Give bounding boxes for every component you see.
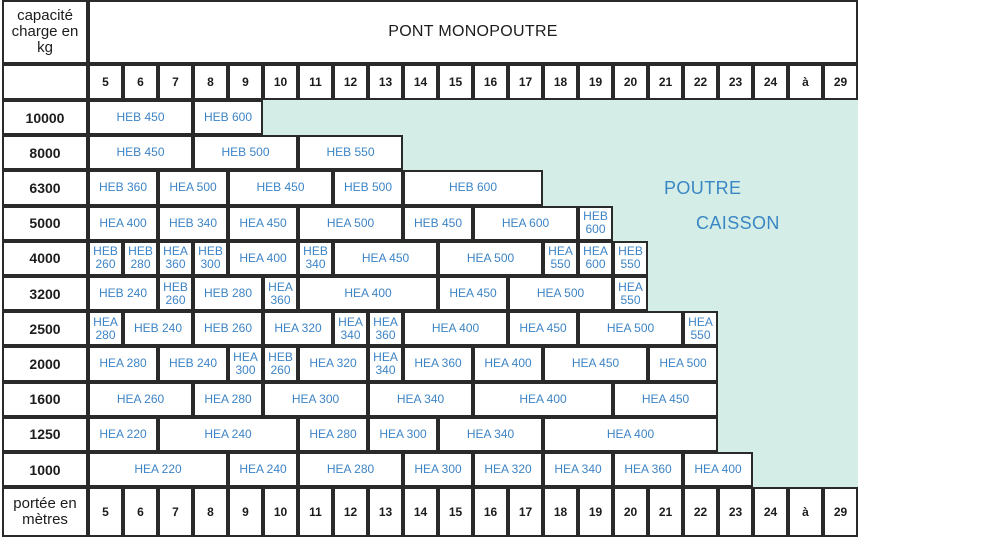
profile-cell-1000-hea-300: HEA 300: [403, 452, 473, 487]
load-4000: 4000: [2, 241, 88, 276]
profile-cell-2000-hea-360: HEA 360: [403, 346, 473, 381]
profile-cell-2000-hea-340: HEA 340: [368, 346, 403, 381]
profile-cell-10000-heb-450: HEB 450: [88, 100, 193, 135]
profile-cell-2500-hea-320: HEA 320: [263, 311, 333, 346]
profile-cell-1600-hea-260: HEA 260: [88, 382, 193, 417]
span-header-13: 13: [368, 64, 403, 100]
span-header-9: 9: [228, 64, 263, 100]
span-footer-15: 15: [438, 487, 473, 537]
profile-cell-4000-hea-550: HEA 550: [543, 241, 578, 276]
span-header-15: 15: [438, 64, 473, 100]
profile-cell-6300-heb-500: HEB 500: [333, 170, 403, 205]
profile-cell-1250-hea-400: HEA 400: [543, 417, 718, 452]
span-footer-24: 24: [753, 487, 788, 537]
profile-cell-4000-hea-400: HEA 400: [228, 241, 298, 276]
span-header-6: 6: [123, 64, 158, 100]
profile-cell-2000-hea-280: HEA 280: [88, 346, 158, 381]
profile-cell-1000-hea-340: HEA 340: [543, 452, 613, 487]
blank-header-cell: [2, 64, 88, 100]
profile-cell-5000-heb-450: HEB 450: [403, 206, 473, 241]
span-header-8: 8: [193, 64, 228, 100]
profile-cell-5000-hea-400: HEA 400: [88, 206, 158, 241]
profile-cell-6300-heb-360: HEB 360: [88, 170, 158, 205]
profile-cell-1250-hea-340: HEA 340: [438, 417, 543, 452]
profile-cell-2500-hea-360: HEA 360: [368, 311, 403, 346]
span-header-19: 19: [578, 64, 613, 100]
profile-cell-5000-hea-600: HEA 600: [473, 206, 578, 241]
profile-cell-5000-hea-500: HEA 500: [298, 206, 403, 241]
span-header-20: 20: [613, 64, 648, 100]
profile-cell-8000-heb-500: HEB 500: [193, 135, 298, 170]
load-3200: 3200: [2, 276, 88, 311]
profile-cell-2500-hea-500: HEA 500: [578, 311, 683, 346]
span-footer-21: 21: [648, 487, 683, 537]
profile-cell-1250-hea-280: HEA 280: [298, 417, 368, 452]
profile-cell-1000-hea-240: HEA 240: [228, 452, 298, 487]
profile-cell-3200-hea-500: HEA 500: [508, 276, 613, 311]
profile-cell-2000-heb-260: HEB 260: [263, 346, 298, 381]
profile-cell-5000-heb-340: HEB 340: [158, 206, 228, 241]
profile-cell-3200-heb-280: HEB 280: [193, 276, 263, 311]
profile-cell-4000-heb-300: HEB 300: [193, 241, 228, 276]
profile-cell-1000-hea-280: HEA 280: [298, 452, 403, 487]
profile-cell-2500-heb-240: HEB 240: [123, 311, 193, 346]
span-header-16: 16: [473, 64, 508, 100]
span-header-10: 10: [263, 64, 298, 100]
profile-cell-2000-hea-450: HEA 450: [543, 346, 648, 381]
profile-cell-2000-hea-300: HEA 300: [228, 346, 263, 381]
load-2500: 2500: [2, 311, 88, 346]
profile-cell-10000-heb-600: HEB 600: [193, 100, 263, 135]
profile-cell-1600-hea-400: HEA 400: [473, 382, 613, 417]
load-1600: 1600: [2, 382, 88, 417]
profile-cell-1250-hea-220: HEA 220: [88, 417, 158, 452]
span-header-17: 17: [508, 64, 543, 100]
profile-cell-1600-hea-300: HEA 300: [263, 382, 368, 417]
profile-cell-4000-hea-500: HEA 500: [438, 241, 543, 276]
profile-cell-3200-hea-400: HEA 400: [298, 276, 438, 311]
span-footer-5: 5: [88, 487, 123, 537]
span-header-23: 23: [718, 64, 753, 100]
profile-cell-6300-heb-600: HEB 600: [403, 170, 543, 205]
profile-cell-2500-hea-550: HEA 550: [683, 311, 718, 346]
profile-cell-2000-hea-320: HEA 320: [298, 346, 368, 381]
span-footer-a: à: [788, 487, 823, 537]
span-header-18: 18: [543, 64, 578, 100]
load-1250: 1250: [2, 417, 88, 452]
load-2000: 2000: [2, 346, 88, 381]
table-title: PONT MONOPOUTRE: [88, 0, 858, 64]
span-footer-18: 18: [543, 487, 578, 537]
span-footer-13: 13: [368, 487, 403, 537]
profile-cell-6300-hea-500: HEA 500: [158, 170, 228, 205]
profile-cell-2500-heb-260: HEB 260: [193, 311, 263, 346]
profile-cell-1600-hea-280: HEA 280: [193, 382, 263, 417]
span-footer-9: 9: [228, 487, 263, 537]
span-footer-7: 7: [158, 487, 193, 537]
span-header-7: 7: [158, 64, 193, 100]
profile-cell-1000-hea-360: HEA 360: [613, 452, 683, 487]
span-header-11: 11: [298, 64, 333, 100]
caisson-label-line1: POUTRE: [664, 178, 742, 198]
profile-cell-4000-heb-280: HEB 280: [123, 241, 158, 276]
profile-cell-1600-hea-340: HEA 340: [368, 382, 473, 417]
span-footer-label: portée en mètres: [2, 487, 88, 537]
load-6300: 6300: [2, 170, 88, 205]
span-footer-22: 22: [683, 487, 718, 537]
profile-cell-4000-heb-550: HEB 550: [613, 241, 648, 276]
profile-cell-8000-heb-450: HEB 450: [88, 135, 193, 170]
profile-cell-1000-hea-320: HEA 320: [473, 452, 543, 487]
load-5000: 5000: [2, 206, 88, 241]
profile-cell-3200-hea-550: HEA 550: [613, 276, 648, 311]
profile-cell-4000-hea-450: HEA 450: [333, 241, 438, 276]
span-footer-11: 11: [298, 487, 333, 537]
profile-cell-1000-hea-220: HEA 220: [88, 452, 228, 487]
profile-cell-5000-heb-600: HEB 600: [578, 206, 613, 241]
profile-cell-2500-hea-280: HEA 280: [88, 311, 123, 346]
profile-cell-1000-hea-400: HEA 400: [683, 452, 753, 487]
span-header-14: 14: [403, 64, 438, 100]
profile-cell-4000-hea-360: HEA 360: [158, 241, 193, 276]
span-footer-17: 17: [508, 487, 543, 537]
profile-cell-6300-heb-450: HEB 450: [228, 170, 333, 205]
span-header-22: 22: [683, 64, 718, 100]
profile-cell-1250-hea-240: HEA 240: [158, 417, 298, 452]
profile-cell-1600-hea-450: HEA 450: [613, 382, 718, 417]
profile-cell-3200-heb-260: HEB 260: [158, 276, 193, 311]
profile-cell-3200-hea-450: HEA 450: [438, 276, 508, 311]
span-header-24: 24: [753, 64, 788, 100]
span-footer-23: 23: [718, 487, 753, 537]
span-footer-6: 6: [123, 487, 158, 537]
profile-cell-8000-heb-550: HEB 550: [298, 135, 403, 170]
span-header-29: 29: [823, 64, 858, 100]
profile-cell-5000-hea-450: HEA 450: [228, 206, 298, 241]
profile-cell-2500-hea-450: HEA 450: [508, 311, 578, 346]
profile-cell-2500-hea-340: HEA 340: [333, 311, 368, 346]
profile-cell-4000-heb-340: HEB 340: [298, 241, 333, 276]
span-footer-10: 10: [263, 487, 298, 537]
span-header-5: 5: [88, 64, 123, 100]
span-footer-29: 29: [823, 487, 858, 537]
span-header-a: à: [788, 64, 823, 100]
load-10000: 10000: [2, 100, 88, 135]
caisson-label-line2: CAISSON: [696, 213, 780, 233]
span-header-21: 21: [648, 64, 683, 100]
span-footer-12: 12: [333, 487, 368, 537]
load-1000: 1000: [2, 452, 88, 487]
profile-cell-2500-hea-400: HEA 400: [403, 311, 508, 346]
profile-cell-1250-hea-300: HEA 300: [368, 417, 438, 452]
span-header-12: 12: [333, 64, 368, 100]
profile-cell-4000-hea-600: HEA 600: [578, 241, 613, 276]
load-8000: 8000: [2, 135, 88, 170]
profile-cell-4000-heb-260: HEB 260: [88, 241, 123, 276]
span-footer-14: 14: [403, 487, 438, 537]
profile-cell-3200-heb-240: HEB 240: [88, 276, 158, 311]
profile-cell-2000-hea-400: HEA 400: [473, 346, 543, 381]
span-footer-8: 8: [193, 487, 228, 537]
span-footer-19: 19: [578, 487, 613, 537]
span-footer-20: 20: [613, 487, 648, 537]
profile-cell-2000-hea-500: HEA 500: [648, 346, 718, 381]
profile-cell-3200-hea-360: HEA 360: [263, 276, 298, 311]
span-footer-16: 16: [473, 487, 508, 537]
profile-cell-2000-heb-240: HEB 240: [158, 346, 228, 381]
capacity-header: capacité charge en kg: [2, 0, 88, 64]
